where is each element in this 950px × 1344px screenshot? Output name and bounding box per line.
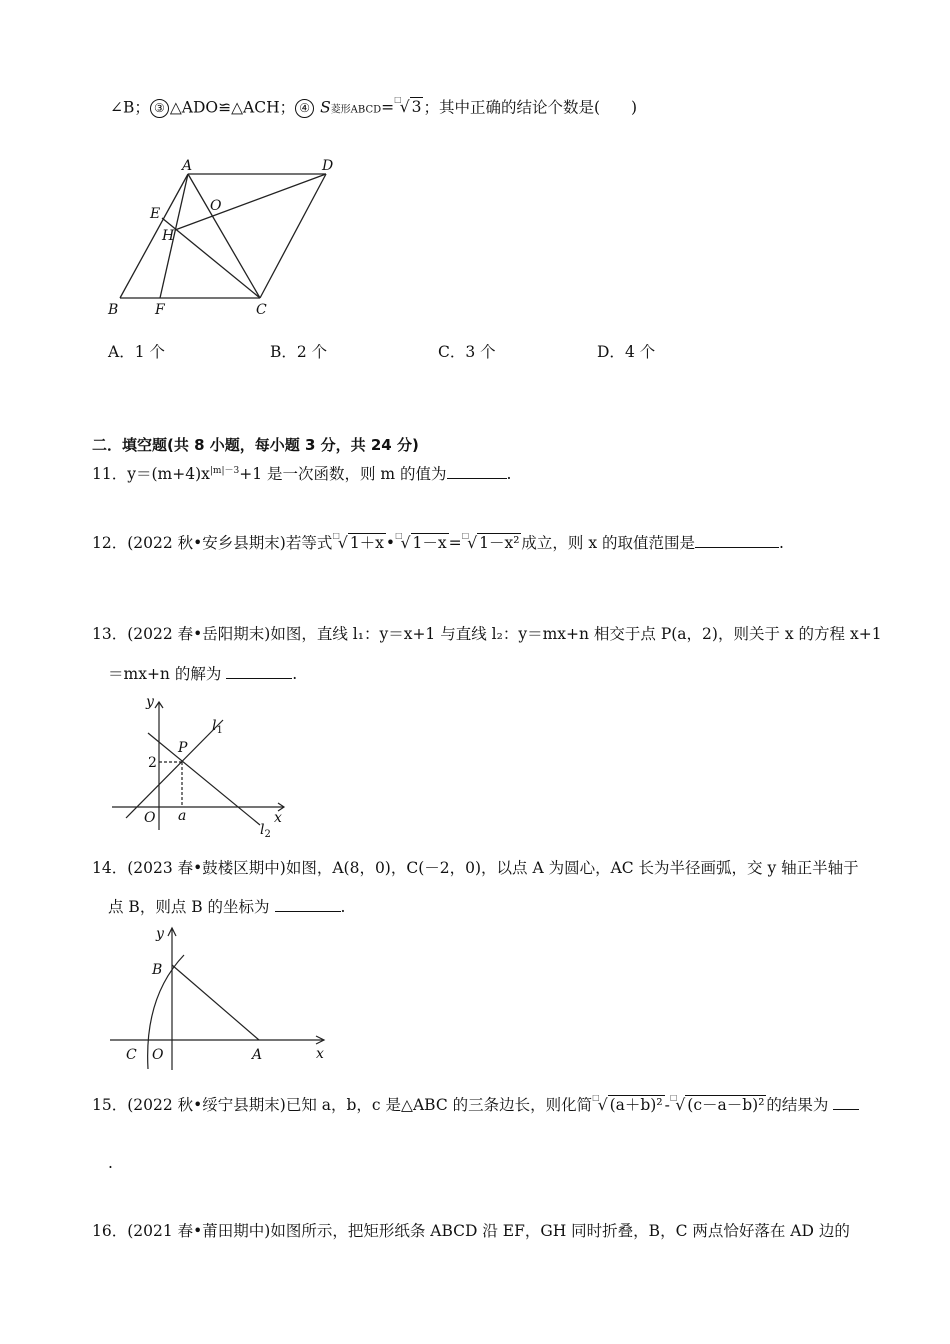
l1-label: $l_1$	[212, 718, 223, 736]
q13-number: 13．	[92, 625, 128, 643]
label-H: H	[162, 228, 175, 244]
a-label: a	[178, 808, 187, 824]
q12-equals: =	[448, 534, 462, 552]
q11-number: 11．	[92, 465, 128, 484]
label-C: C	[256, 302, 267, 318]
b-label: B	[152, 962, 163, 978]
origin-label: O	[144, 810, 156, 826]
line-l1	[126, 720, 223, 818]
label-E: E	[150, 206, 161, 222]
segment-AC	[188, 174, 260, 298]
q10-option-b[interactable]: B．2 个	[270, 343, 328, 361]
label-O: O	[210, 198, 222, 214]
q12-source: (2022 秋•安乡县期末)若等式	[127, 534, 333, 552]
segment-DC	[260, 174, 326, 298]
q15-number: 15．	[92, 1096, 128, 1114]
q14-text-2: 点 B，则点 B 的坐标为	[108, 898, 270, 916]
q15-radical-2: □√ (c－a－b)²	[669, 1092, 765, 1114]
q12-answer-blank[interactable]	[695, 531, 779, 548]
label-D: D	[322, 158, 334, 174]
q10-item3-text: △ADO≌△ACH；	[169, 98, 296, 117]
q13-line-1	[92, 623, 882, 645]
y-label: y	[146, 694, 154, 710]
q15-source: (2022 秋•绥宁县期末)已知 a，b，c 是△ABC 的三条边长，则化简	[127, 1096, 593, 1114]
label-A: A	[182, 158, 193, 174]
q14-number: 14．	[92, 859, 128, 877]
segment-AB	[120, 174, 188, 298]
x-label: x	[274, 810, 282, 826]
q10-radical: □√ 3	[394, 95, 422, 116]
q15	[92, 1093, 859, 1119]
origin-label: O	[152, 1047, 164, 1063]
tick-2-label: 2	[148, 755, 157, 771]
q10-s-label: S	[320, 98, 331, 117]
q16-number: 16．	[92, 1222, 128, 1240]
q10-option-a[interactable]: A．1 个	[108, 343, 165, 361]
segment-EC	[162, 218, 260, 298]
q12-number: 12．	[92, 534, 128, 552]
q10-equals: =	[381, 98, 395, 117]
q12-radical-3: □√ 1－x²	[461, 530, 520, 552]
q10-text-line	[110, 96, 637, 122]
q10-option-c[interactable]: C．3 个	[438, 343, 496, 361]
segment-AB	[172, 965, 259, 1040]
c-label: C	[126, 1047, 137, 1063]
q10-tail: ；其中正确的结论个数是( )	[423, 98, 638, 117]
q13-line-graph	[108, 690, 298, 840]
q14-line-1	[92, 857, 859, 879]
q11-expr-start: y＝(m+4)x	[127, 465, 210, 484]
q12-radical-1: □√ 1＋x	[332, 530, 384, 552]
q12-tail: 成立，则 x 的取值范围是	[521, 534, 696, 552]
q12-end: .	[779, 534, 784, 552]
q13-answer-blank[interactable]	[226, 662, 292, 679]
q12-radical-2: □√ 1－x	[395, 530, 447, 552]
q11-exponent: |m|－3	[209, 466, 240, 476]
q13-text-1: (2022 春•岳阳期末)如图，直线 l₁：y＝x+1 与直线 l₂：y＝mx+n 相交于点 P(a，2)，则关于 x 的方程 x+1	[127, 625, 882, 643]
l2-label: $l_2$	[260, 822, 271, 840]
q11-end: .	[506, 465, 512, 484]
q14-text-1: (2023 春•鼓楼区期中)如图，A(8，0)，C(－2，0)，以点 A 为圆心，AC 长为半径画弧，交 y 轴正半轴于	[127, 859, 859, 877]
q10-s-subscript: 菱形ABCD	[330, 104, 382, 116]
q16	[92, 1220, 850, 1242]
q14-arc-figure	[108, 922, 338, 1072]
q15-radical-1: □√ (a＋b)²	[592, 1092, 663, 1114]
q15-minus: -	[664, 1096, 670, 1114]
section-heading: 二．填空题(共 8 小题，每小题 3 分，共 24 分)	[92, 436, 419, 454]
point-p-label: P	[178, 740, 188, 756]
q10-item3-number: ③	[150, 99, 169, 118]
q10-option-d[interactable]: D．4 个	[597, 343, 656, 361]
x-label: x	[316, 1046, 324, 1062]
q15-end: .	[108, 1154, 113, 1172]
q12	[92, 531, 784, 557]
q13-end: .	[292, 665, 298, 683]
q15-tail: 的结果为	[766, 1096, 829, 1114]
q16-text: (2021 春•莆田期中)如图所示，把矩形纸条 ABCD 沿 EF，GH 同时折叠，B，C 两点恰好落在 AD 边的	[127, 1222, 850, 1240]
segment-DH	[175, 174, 326, 230]
q13-text-2: ＝mx+n 的解为	[108, 665, 222, 683]
q12-dot: •	[385, 534, 396, 552]
q10-item4-number: ④	[295, 99, 314, 118]
q14-answer-blank[interactable]	[275, 895, 341, 912]
q13-line-2	[108, 662, 297, 685]
q11-expr-rest: +1 是一次函数，则 m 的值为	[239, 465, 447, 484]
q14-line-2	[108, 895, 345, 918]
q11	[92, 460, 511, 485]
a-label: A	[252, 1047, 263, 1063]
q10-line-start: ∠B；	[110, 98, 150, 117]
label-F: F	[155, 302, 165, 318]
q11-answer-blank[interactable]	[447, 462, 507, 479]
y-label: y	[156, 926, 164, 942]
q15-answer-blank[interactable]	[833, 1093, 859, 1110]
q14-end: .	[340, 898, 346, 916]
q10-rhombus-figure	[100, 150, 350, 320]
label-B: B	[108, 302, 119, 318]
